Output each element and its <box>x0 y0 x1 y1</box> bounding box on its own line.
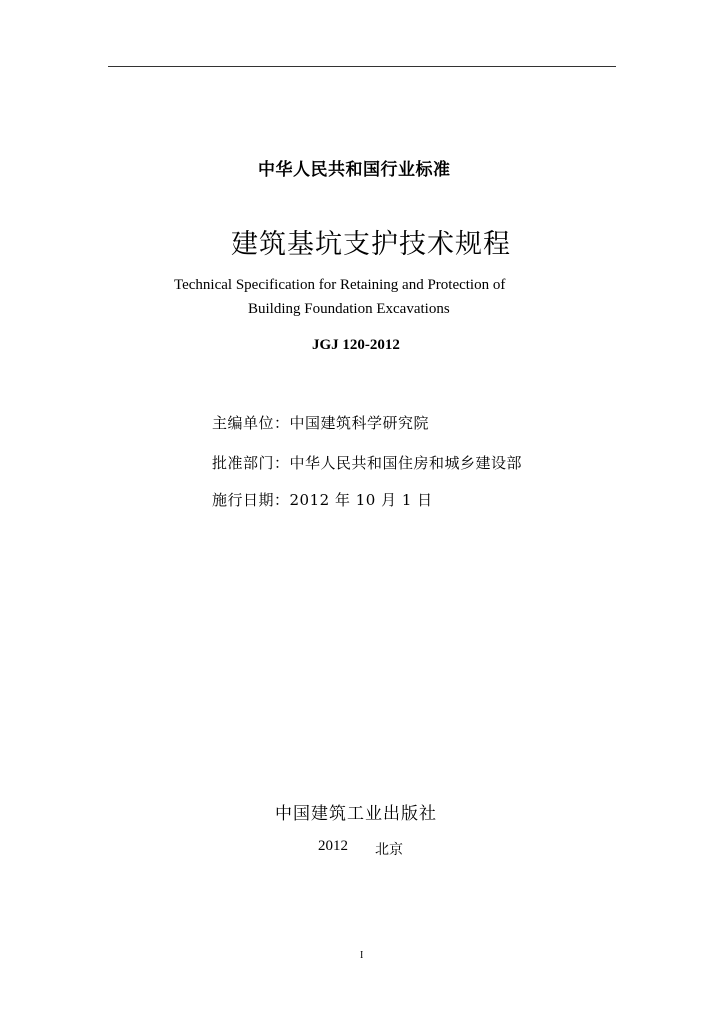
meta-row-editor <box>212 412 429 433</box>
meta-row-approval <box>212 452 522 473</box>
document-title-cn: 建筑基坑支护技术规程 <box>231 229 511 260</box>
publisher-name: 中国建筑工业出版社 <box>275 804 437 824</box>
top-rule <box>108 66 616 67</box>
meta-value: 中国建筑科学研究院 <box>289 414 430 432</box>
meta-value: 2012 年 10 月 1 日 <box>289 491 433 509</box>
standard-code: JGJ 120-2012 <box>312 337 400 353</box>
meta-row-effective-date <box>212 489 433 510</box>
meta-value: 中华人民共和国住房和城乡建设部 <box>289 454 523 472</box>
document-title-en-line2: Building Foundation Excavations <box>248 301 450 317</box>
meta-label: 主编单位： <box>212 414 290 432</box>
publish-city: 北京 <box>375 842 403 858</box>
meta-label: 施行日期： <box>212 491 290 509</box>
industry-standard-heading: 中华人民共和国行业标准 <box>258 160 451 180</box>
document-title-en-line1: Technical Specification for Retaining and Protection of <box>174 277 506 293</box>
publish-year: 2012 <box>318 838 348 854</box>
page-number: I <box>360 950 364 961</box>
meta-label: 批准部门： <box>212 454 290 472</box>
